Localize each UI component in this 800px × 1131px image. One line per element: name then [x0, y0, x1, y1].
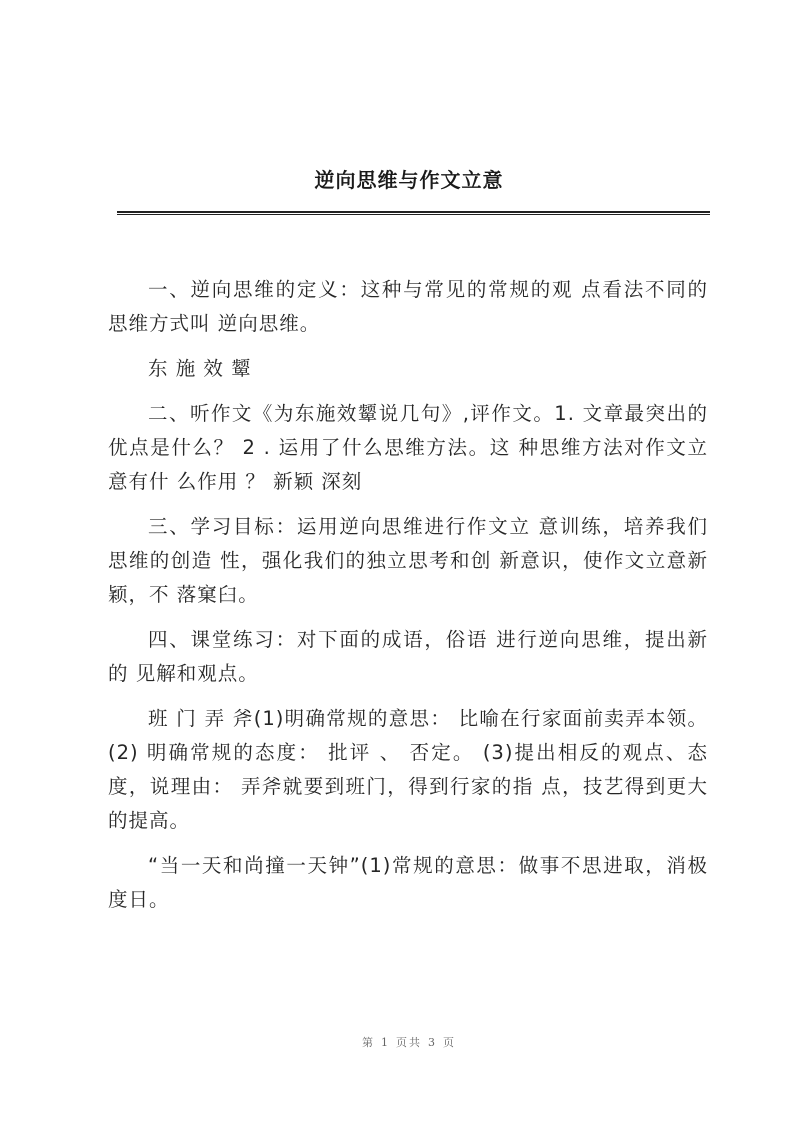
document-body — [108, 273, 708, 928]
footer-page-number: 1 — [381, 1036, 390, 1049]
footer-suffix: 页 — [443, 1036, 456, 1049]
paragraph-definition: 一、逆向思维的定义：这种与常见的常规的观 点看法不同的思维方式叫 逆向思维。 — [108, 278, 708, 335]
paragraph-idiom-heading: 东 施 效 颦 — [148, 357, 252, 380]
page-title: 逆向思维与作文立意 — [314, 168, 504, 192]
footer-prefix: 第 — [362, 1036, 375, 1049]
title-divider — [117, 211, 710, 215]
footer-total-pages: 3 — [428, 1036, 437, 1049]
page-footer — [0, 1034, 800, 1050]
paragraph-monk-bell: “当一天和尚撞一天钟”(1)常规的意思：做事不思进取，消极度日。 — [108, 854, 708, 911]
paragraph-banmen-nongfu: 班 门 弄 斧(1)明确常规的意思： 比喻在行家面前卖弄本领。 (2) 明确常规的态度： 批评 、 否定。 (3)提出相反的观点、态度，说理由： 弄斧就要到班门，得到行家的指 点，技艺得到更大的提高。 — [108, 707, 708, 832]
paragraph-class-exercise: 四、课堂练习：对下面的成语，俗语 进行逆向思维，提出新的 见解和观点。 — [108, 628, 708, 685]
footer-middle: 页共 — [396, 1036, 422, 1049]
paragraph-learning-goals: 三、学习目标：运用逆向思维进行作文立 意训练，培养我们思维的创造 性，强化我们的独立思考和创 新意识，使作文立意新颖，不 落窠臼。 — [108, 515, 708, 606]
paragraph-listen-essay: 二、听作文《为东施效颦说几句》,评作文。1. 文章最突出的优点是什么？ 2 . 运用了什么思维方法。这 种思维方法对作文立意有什 么作用 ？ 新颖 深刻 — [108, 402, 708, 493]
